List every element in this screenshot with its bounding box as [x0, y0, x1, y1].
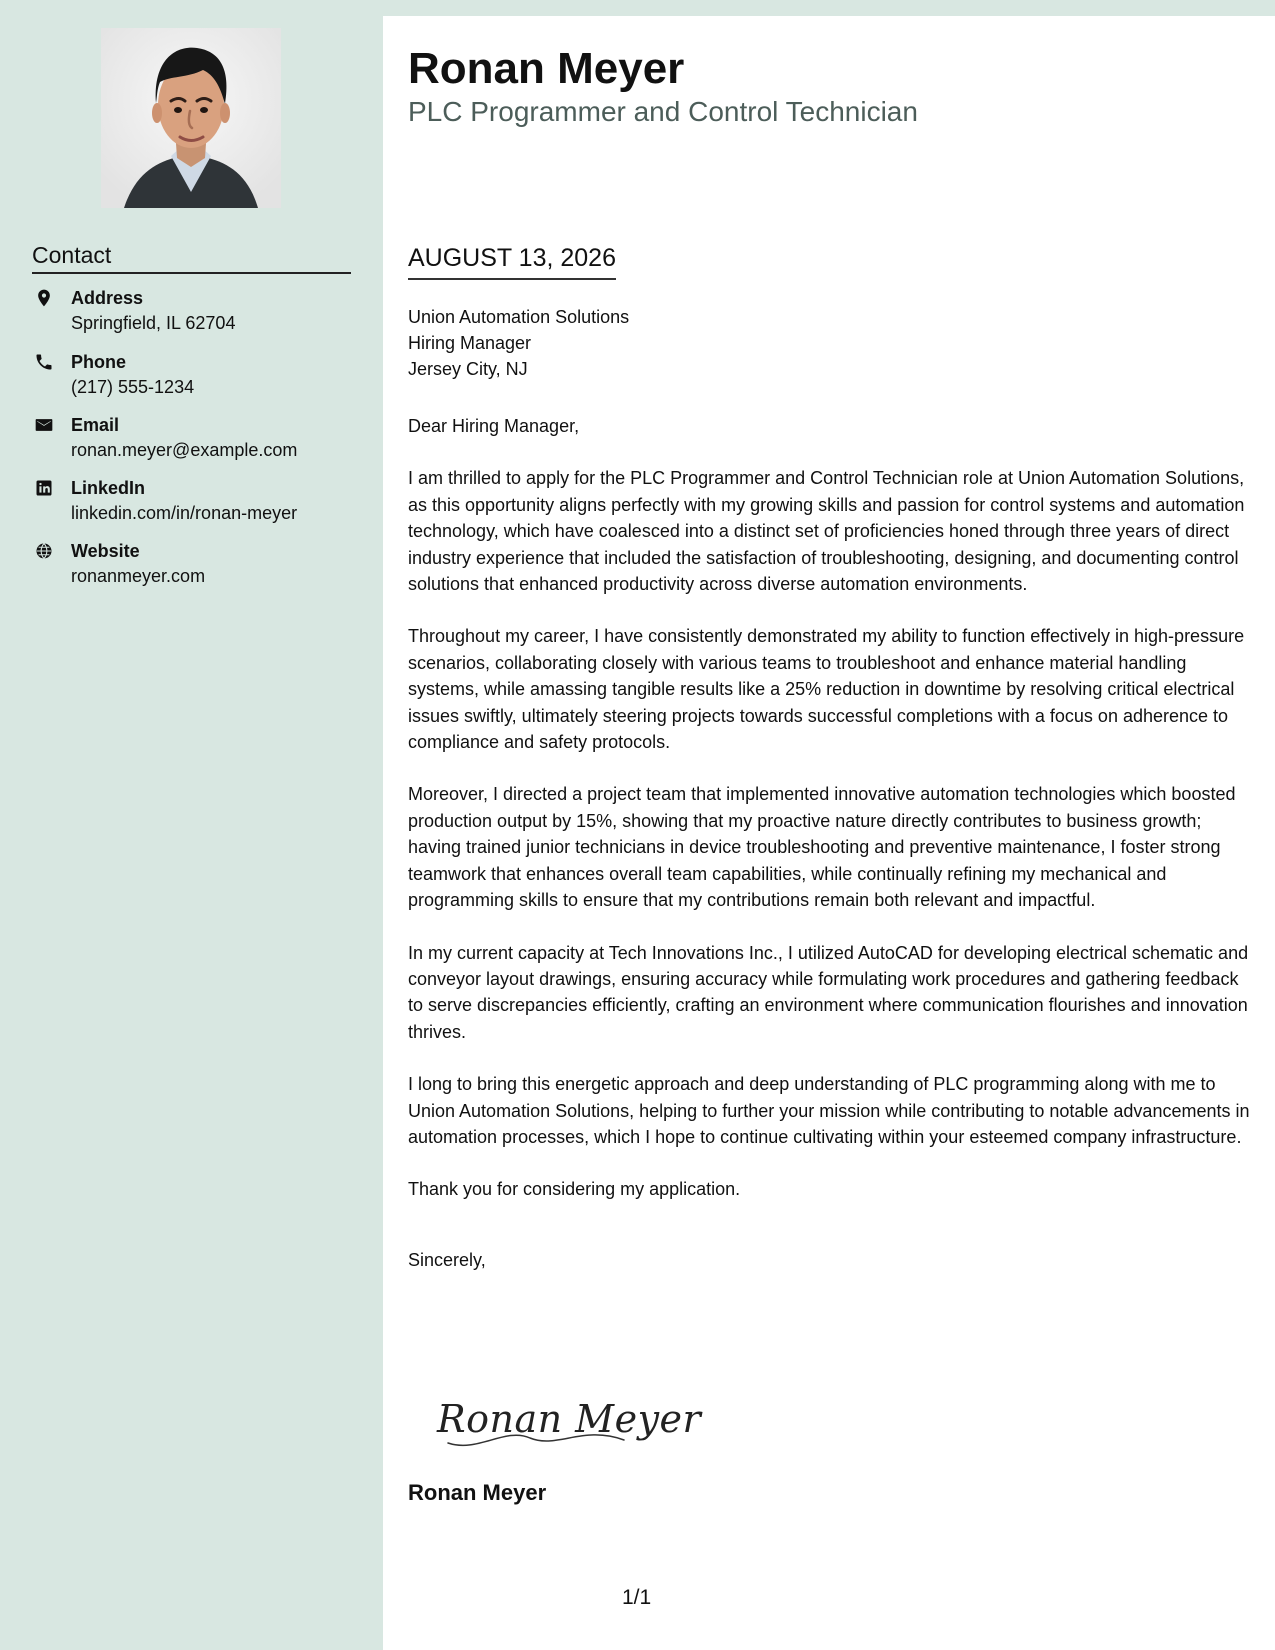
page-number: 1/1	[622, 1586, 652, 1609]
profile-photo	[101, 28, 281, 208]
contact-address-value: Springfield, IL 62704	[71, 313, 236, 333]
letter-paragraph: Thank you for considering my application.	[408, 1179, 741, 1200]
phone-icon	[34, 352, 54, 372]
letter-closing: Sincerely,	[408, 1249, 486, 1270]
globe-icon	[34, 541, 54, 561]
sidebar	[0, 0, 383, 1650]
letter-paragraph: Moreover, I directed a project team that implemented innovative automation technologies which boosted production output by 15%, showing that my proactive nature directly contributes to business growth; having trained junior technicians in device troubleshooting and preventive maintenance, I foster strong teamwork that enhances overall team capabilities, while continually refining my mechanical and programming skills to ensure that my contributions remain both relevant and impactful.	[408, 784, 1236, 911]
email-icon	[34, 415, 54, 435]
contact-address	[32, 286, 362, 340]
contact-website	[32, 539, 362, 593]
letter-paragraph: I long to bring this energetic approach and deep understanding of PLC programming along with me to Union Automation Solutions, helping to further your mission while contributing to notable advancements in automation processes, which I hope to continue cultivating within your esteemed company infrastructure.	[408, 1074, 1250, 1147]
profile-photo-illustration	[101, 28, 281, 208]
contact-phone-value[interactable]: (217) 555-1234	[71, 377, 195, 397]
contact-address-label: Address	[71, 288, 144, 308]
contact-linkedin-value[interactable]: linkedin.com/in/ronan-meyer	[71, 503, 298, 523]
linkedin-icon	[34, 478, 54, 498]
contact-website-value[interactable]: ronanmeyer.com	[71, 566, 206, 586]
contact-phone	[32, 350, 362, 404]
contact-email-label: Email	[71, 415, 120, 435]
recipient-location: Jersey City, NJ	[408, 359, 528, 379]
contact-linkedin	[32, 476, 362, 530]
letter-panel	[383, 16, 1275, 1650]
contact-linkedin-label: LinkedIn	[71, 478, 146, 498]
handwritten-signature	[433, 1392, 702, 1456]
signature-name: Ronan Meyer	[408, 1480, 547, 1505]
contact-email	[32, 413, 362, 467]
letter-paragraph: In my current capacity at Tech Innovations Inc., I utilized AutoCAD for developing electrical schematic and conveyor layout drawings, ensuring accuracy while formulating work procedures and gathering feedback to serve discrepancies efficiently, crafting an environment where communication flourishes and innovation thrives.	[408, 942, 1249, 1042]
letter-greeting: Dear Hiring Manager,	[408, 416, 580, 436]
contact-email-value[interactable]: ronan.meyer@example.com	[71, 440, 298, 460]
recipient-block	[408, 304, 629, 382]
candidate-name: Ronan Meyer	[408, 44, 685, 93]
candidate-role: PLC Programmer and Control Technician	[408, 96, 918, 127]
contact-website-label: Website	[71, 541, 140, 561]
letter-date: AUGUST 13, 2026	[408, 241, 616, 280]
recipient-company: Union Automation Solutions	[408, 307, 630, 327]
location-pin-icon	[34, 288, 54, 308]
letter-paragraph: Throughout my career, I have consistently demonstrated my ability to function effectively in high-pressure scenarios, collaborating closely with various teams to troubleshoot and enhance material handling systems, while amassing tangible results like a 25% reduction in downtime by resolving critical electrical issues swiftly, ultimately steering projects towards successful completions with a focus on adherence to compliance and safety protocols.	[408, 626, 1245, 753]
letter-body	[408, 413, 1258, 1299]
recipient-title: Hiring Manager	[408, 333, 532, 353]
letter-paragraph: I am thrilled to apply for the PLC Programmer and Control Technician role at Union Automation Solutions, as this opportunity aligns perfectly with my growing skills and passion for control systems and automation technology, which have coalesced into a distinct set of proficiencies honed through three years of direct industry experience that included the satisfaction of troubleshooting, designing, and documenting control solutions that enhanced productivity across diverse automation environments.	[408, 468, 1245, 595]
contact-heading: Contact	[32, 240, 351, 274]
svg-text:Ronan Meyer: Ronan Meyer	[437, 1397, 702, 1441]
contact-phone-label: Phone	[71, 352, 127, 372]
